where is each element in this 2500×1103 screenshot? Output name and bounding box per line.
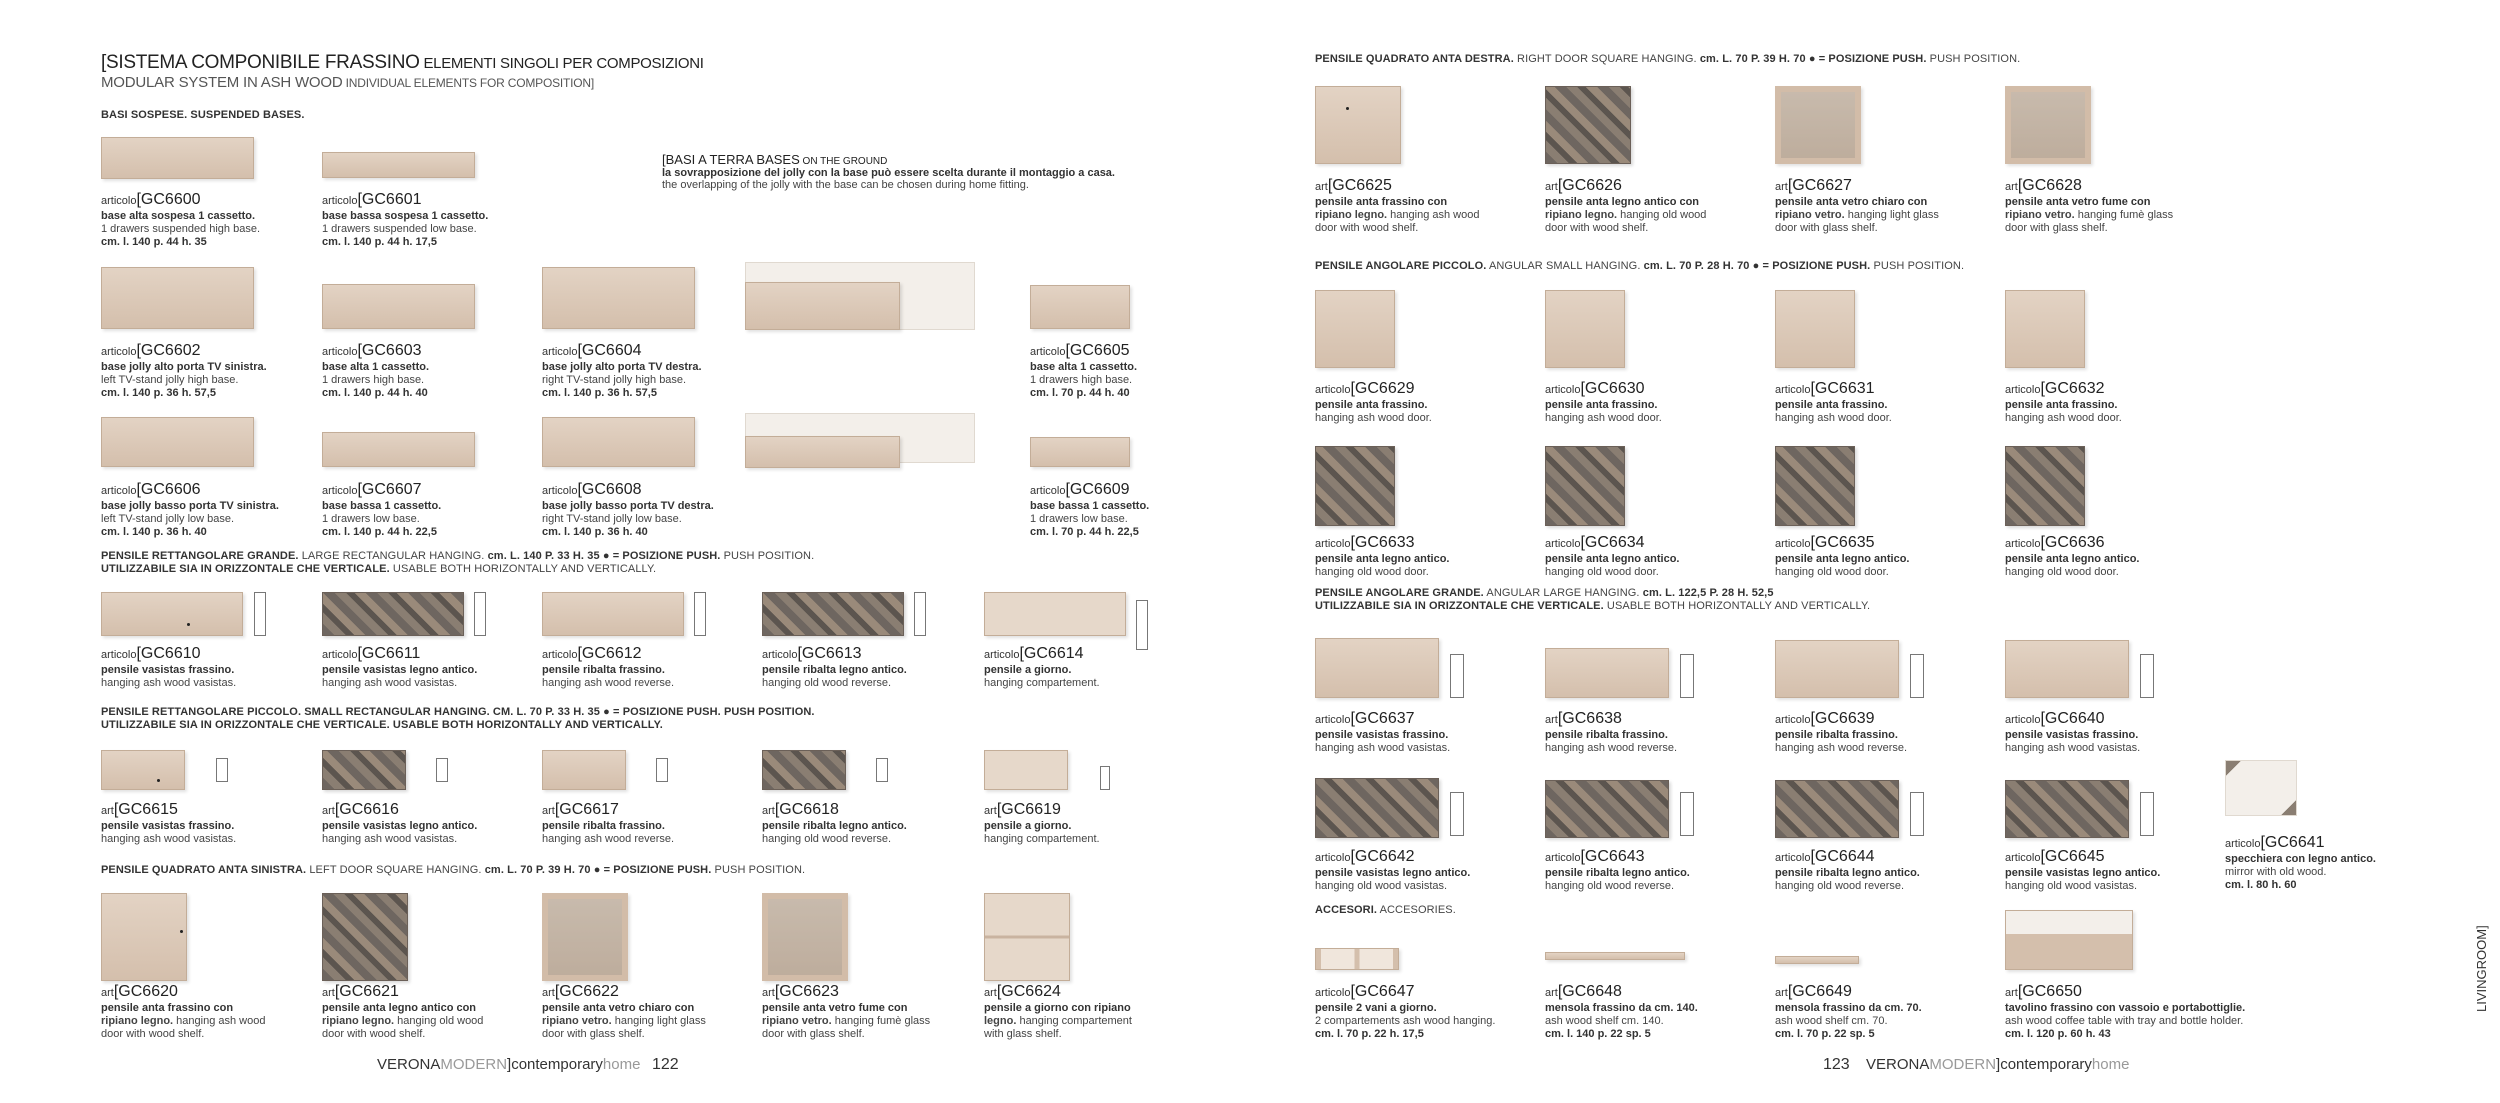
gc6629-image (1315, 290, 1395, 368)
gc6606-image (101, 417, 254, 467)
product-gc6618: art[GC6618 pensile ribalta legno antico. hanging old wood reverse. (762, 801, 907, 845)
gc6609-image (1030, 437, 1130, 467)
gc6635-image (1775, 446, 1855, 526)
product-gc6623: art[GC6623 pensile anta vetro fume con ripiano vetro. hanging fumè glass door with glass shelf. (762, 983, 931, 1040)
gc6628-image (2005, 86, 2091, 164)
gc6632-image (2005, 290, 2085, 368)
product-gc6615: art[GC6615 pensile vasistas frassino. hanging ash wood vasistas. (101, 801, 237, 845)
product-gc6626: art[GC6626 pensile anta legno antico con ripiano legno. hanging old wood door with wood shelf. (1545, 177, 1707, 234)
gc6645-vertical (2140, 792, 2154, 836)
gc6621-image (322, 893, 408, 981)
gc6610-image (101, 592, 243, 636)
product-gc6635: articolo[GC6635 pensile anta legno antico. hanging old wood door. (1775, 534, 1910, 578)
product-gc6620: art[GC6620 pensile anta frassino con ripiano legno. hanging ash wood door with wood shelf. (101, 983, 266, 1040)
gc6619-vertical (1100, 766, 1110, 790)
product-gc6640: articolo[GC6640 pensile vasistas frassino. hanging ash wood vasistas. (2005, 710, 2141, 754)
gc6618-image (762, 750, 846, 790)
gc6601-image (322, 152, 475, 178)
product-gc6633: articolo[GC6633 pensile anta legno antico. hanging old wood door. (1315, 534, 1450, 578)
gc6617-image (542, 750, 626, 790)
gc6617-vertical (656, 758, 668, 782)
product-gc6625: art[GC6625 pensile anta frassino con ripiano legno. hanging ash wood door with wood shelf. (1315, 177, 1480, 234)
gc6636-image (2005, 446, 2085, 526)
gc6639-image (1775, 640, 1899, 698)
gc6600-image (101, 137, 254, 179)
gc6616-vertical (436, 758, 448, 782)
gc6640-vertical (2140, 654, 2154, 698)
product-gc6602: articolo[GC6602 base jolly alto porta TV sinistra. left TV-stand jolly high base. cm. l. 140 p. 36 h. 57,5 (101, 342, 267, 399)
product-gc6616: art[GC6616 pensile vasistas legno antico. hanging ash wood vasistas. (322, 801, 478, 845)
gc6633-image (1315, 446, 1395, 526)
gc6615-vertical (216, 758, 228, 782)
section-rett-grande-l2: UTILIZZABILE SIA IN ORIZZONTALE CHE VERTICALE. USABLE BOTH HORIZONTALLY AND VERTICALLY. (101, 563, 657, 575)
section-rett-piccolo-l2: UTILIZZABILE SIA IN ORIZZONTALE CHE VERTICALE. USABLE BOTH HORIZONTALLY AND VERTICALLY. (101, 719, 663, 731)
gc6612-image (542, 592, 684, 636)
section-accessori: ACCESORI. ACCESORIES. (1315, 904, 1456, 916)
product-gc6650: art[GC6650 tavolino frassino con vassoio e portabottiglie. ash wood coffee table with tray and bottle holder. cm. l. 120 p. 60 h. 43 (2005, 983, 2246, 1040)
gc6611-image (322, 592, 464, 636)
page-title: [SISTEMA COMPONIBILE FRASSINO ELEMENTI SINGOLI PER COMPOSIZIONI (101, 52, 704, 73)
product-gc6621: art[GC6621 pensile anta legno antico con ripiano legno. hanging old wood door with wood shelf. (322, 983, 484, 1040)
gc6648-image (1545, 952, 1685, 960)
gc6638-image (1545, 648, 1669, 698)
gc6638-vertical (1680, 654, 1694, 698)
basi-terra-note: [BASI A TERRA BASES ON THE GROUND la sovrapposizione del jolly con la base può essere scelta durante il montaggio a casa. the overlapping of the jolly with the base can be chosen during home fitting. (662, 152, 1115, 191)
product-gc6607: articolo[GC6607 base bassa 1 cassetto. 1 drawers low base. cm. l. 140 p. 44 h. 22,5 (322, 481, 442, 538)
product-gc6637: articolo[GC6637 pensile vasistas frassino. hanging ash wood vasistas. (1315, 710, 1451, 754)
gc6644-image (1775, 780, 1899, 838)
product-gc6609: articolo[GC6609 base bassa 1 cassetto. 1 drawers low base. cm. l. 70 p. 44 h. 22,5 (1030, 481, 1150, 538)
product-gc6631: articolo[GC6631 pensile anta frassino. hanging ash wood door. (1775, 380, 1892, 424)
gc6642-image (1315, 778, 1439, 838)
gc6615-image (101, 750, 185, 790)
gc6618-vertical (876, 758, 888, 782)
product-gc6630: articolo[GC6630 pensile anta frassino. hanging ash wood door. (1545, 380, 1662, 424)
gc6610-vertical (254, 592, 266, 636)
gc6637-vertical (1450, 654, 1464, 698)
gc6624-image (984, 893, 1070, 981)
section-ang-piccolo: PENSILE ANGOLARE PICCOLO. ANGULAR SMALL HANGING. cm. L. 70 P. 28 H. 70 ● = POSIZIONE PUSH. PUSH POSITION. (1315, 260, 1965, 272)
gc6643-vertical (1680, 792, 1694, 836)
section-ang-grande: PENSILE ANGOLARE GRANDE. ANGULAR LARGE HANGING. cm. L. 122,5 P. 28 H. 52,5 (1315, 587, 1774, 599)
side-label-livingroom: LIVINGROOM] (2474, 925, 2489, 1012)
gc6607-image (322, 432, 475, 467)
gc6630-image (1545, 290, 1625, 368)
section-basi-sospese: BASI SOSPESE. SUSPENDED BASES. (101, 109, 305, 121)
gc6619-image (984, 750, 1068, 790)
product-gc6642: articolo[GC6642 pensile vasistas legno antico. hanging old wood vasistas. (1315, 848, 1471, 892)
product-gc6608: articolo[GC6608 base jolly basso porta TV destra. right TV-stand jolly low base. cm. l. 140 p. 36 h. 40 (542, 481, 714, 538)
gc6639-vertical (1910, 654, 1924, 698)
gc6623-image (762, 893, 848, 981)
product-gc6622: art[GC6622 pensile anta vetro chiaro con ripiano vetro. hanging light glass door with glass shelf. (542, 983, 706, 1040)
product-gc6634: articolo[GC6634 pensile anta legno antico. hanging old wood door. (1545, 534, 1680, 578)
gc6608-image (542, 417, 695, 467)
product-gc6611: articolo[GC6611 pensile vasistas legno antico. hanging ash wood vasistas. (322, 645, 478, 689)
section-ang-grande-l2: UTILIZZABILE SIA IN ORIZZONTALE CHE VERTICALE. USABLE BOTH HORIZONTALLY AND VERTICALLY. (1315, 600, 1871, 612)
gc6611-vertical (474, 592, 486, 636)
product-gc6600: articolo[GC6600 base alta sospesa 1 cassetto. 1 drawers suspended high base. cm. l. 140 p. 44 h. 35 (101, 191, 260, 248)
gc6649-image (1775, 956, 1859, 964)
gc6634-image (1545, 446, 1625, 526)
product-gc6610: articolo[GC6610 pensile vasistas frassino. hanging ash wood vasistas. (101, 645, 237, 689)
product-gc6619: art[GC6619 pensile a giorno. hanging compartement. (984, 801, 1100, 845)
product-gc6638: art[GC6638 pensile ribalta frassino. hanging ash wood reverse. (1545, 710, 1678, 754)
page-number-right: 123 (1823, 1056, 1850, 1073)
product-gc6636: articolo[GC6636 pensile anta legno antico. hanging old wood door. (2005, 534, 2140, 578)
gc6603-image (322, 284, 475, 329)
gc6602-image (101, 267, 254, 329)
product-gc6649: art[GC6649 mensola frassino da cm. 70. ash wood shelf cm. 70. cm. l. 70 p. 22 sp. 5 (1775, 983, 1922, 1040)
product-gc6604: articolo[GC6604 base jolly alto porta TV destra. right TV-stand jolly high base. cm. l. 140 p. 36 h. 57,5 (542, 342, 702, 399)
page-subtitle: MODULAR SYSTEM IN ASH WOOD INDIVIDUAL ELEMENTS FOR COMPOSITION] (101, 74, 595, 91)
product-gc6605: articolo[GC6605 base alta 1 cassetto. 1 drawers high base. cm. l. 70 p. 44 h. 40 (1030, 342, 1138, 399)
gc6641-image (2225, 760, 2297, 816)
page-number-left: 122 (652, 1056, 679, 1073)
product-gc6628: art[GC6628 pensile anta vetro fume con ripiano vetro. hanging fumè glass door with glass shelf. (2005, 177, 2174, 234)
gc6612-vertical (694, 592, 706, 636)
gc6605-image (1030, 285, 1130, 329)
gc6640-image (2005, 640, 2129, 698)
gc6614-vertical (1136, 600, 1148, 650)
product-gc6648: art[GC6648 mensola frassino da cm. 140. ash wood shelf cm. 140. cm. l. 140 p. 22 sp. 5 (1545, 983, 1698, 1040)
product-gc6612: articolo[GC6612 pensile ribalta frassino. hanging ash wood reverse. (542, 645, 675, 689)
product-gc6629: articolo[GC6629 pensile anta frassino. hanging ash wood door. (1315, 380, 1432, 424)
product-gc6603: articolo[GC6603 base alta 1 cassetto. 1 drawers high base. cm. l. 140 p. 44 h. 40 (322, 342, 430, 399)
gc6647-image (1315, 948, 1399, 970)
product-gc6643: articolo[GC6643 pensile ribalta legno antico. hanging old wood reverse. (1545, 848, 1690, 892)
gc6637-image (1315, 638, 1439, 698)
gc6613-image (762, 592, 904, 636)
product-gc6624: art[GC6624 pensile a giorno con ripiano legno. hanging compartement with glass shelf. (984, 983, 1132, 1040)
gc6642-vertical (1450, 792, 1464, 836)
gc6627-image (1775, 86, 1861, 164)
product-gc6614: articolo[GC6614 pensile a giorno. hanging compartement. (984, 645, 1100, 689)
product-gc6639: articolo[GC6639 pensile ribalta frassino. hanging ash wood reverse. (1775, 710, 1908, 754)
gc6620-image (101, 893, 187, 981)
product-gc6627: art[GC6627 pensile anta vetro chiaro con ripiano vetro. hanging light glass door with glass shelf. (1775, 177, 1939, 234)
gc6645-image (2005, 780, 2129, 838)
product-gc6617: art[GC6617 pensile ribalta frassino. hanging ash wood reverse. (542, 801, 675, 845)
gc6626-image (1545, 86, 1631, 164)
product-gc6613: articolo[GC6613 pensile ribalta legno antico. hanging old wood reverse. (762, 645, 907, 689)
composition-base-2 (745, 436, 900, 468)
footer-brand-right: VERONAMODERN]contemporaryhome (1866, 1056, 2130, 1073)
product-gc6606: articolo[GC6606 base jolly basso porta TV sinistra. left TV-stand jolly low base. cm. l. 140 p. 36 h. 40 (101, 481, 279, 538)
gc6625-image (1315, 86, 1401, 164)
gc6631-image (1775, 290, 1855, 368)
section-rett-piccolo: PENSILE RETTANGOLARE PICCOLO. SMALL RECTANGULAR HANGING. CM. L. 70 P. 33 H. 35 ● = POSIZIONE PUSH. PUSH POSITION. (101, 706, 815, 718)
product-gc6601: articolo[GC6601 base bassa sospesa 1 cassetto. 1 drawers suspended low base. cm. l. 140 p. 44 h. 17,5 (322, 191, 489, 248)
gc6613-vertical (914, 592, 926, 636)
gc6650-image (2005, 910, 2133, 970)
product-gc6641: articolo[GC6641 specchiera con legno antico. mirror with old wood. cm. l. 80 h. 60 (2225, 834, 2376, 891)
gc6622-image (542, 893, 628, 981)
gc6644-vertical (1910, 792, 1924, 836)
gc6616-image (322, 750, 406, 790)
composition-base-1 (745, 282, 900, 330)
gc6643-image (1545, 780, 1669, 838)
product-gc6647: articolo[GC6647 pensile 2 vani a giorno. 2 compartements ash wood hanging. cm. l. 70 p. 22 h. 17,5 (1315, 983, 1496, 1040)
product-gc6632: articolo[GC6632 pensile anta frassino. hanging ash wood door. (2005, 380, 2122, 424)
footer-brand-left: VERONAMODERN]contemporaryhome (377, 1056, 641, 1073)
section-quadrato-dx: PENSILE QUADRATO ANTA DESTRA. RIGHT DOOR SQUARE HANGING. cm. L. 70 P. 39 H. 70 ● = POSIZIONE PUSH. PUSH POSITION. (1315, 53, 2021, 65)
section-rett-grande: PENSILE RETTANGOLARE GRANDE. LARGE RECTANGULAR HANGING. cm. L. 140 P. 33 H. 35 ● = POSIZIONE PUSH. PUSH POSITION. (101, 550, 815, 562)
gc6604-image (542, 267, 695, 329)
gc6614-image (984, 592, 1126, 636)
product-gc6645: articolo[GC6645 pensile vasistas legno antico. hanging old wood vasistas. (2005, 848, 2161, 892)
product-gc6644: articolo[GC6644 pensile ribalta legno antico. hanging old wood reverse. (1775, 848, 1920, 892)
section-quadrato-sx: PENSILE QUADRATO ANTA SINISTRA. LEFT DOOR SQUARE HANGING. cm. L. 70 P. 39 H. 70 ● = POSIZIONE PUSH. PUSH POSITION. (101, 864, 806, 876)
